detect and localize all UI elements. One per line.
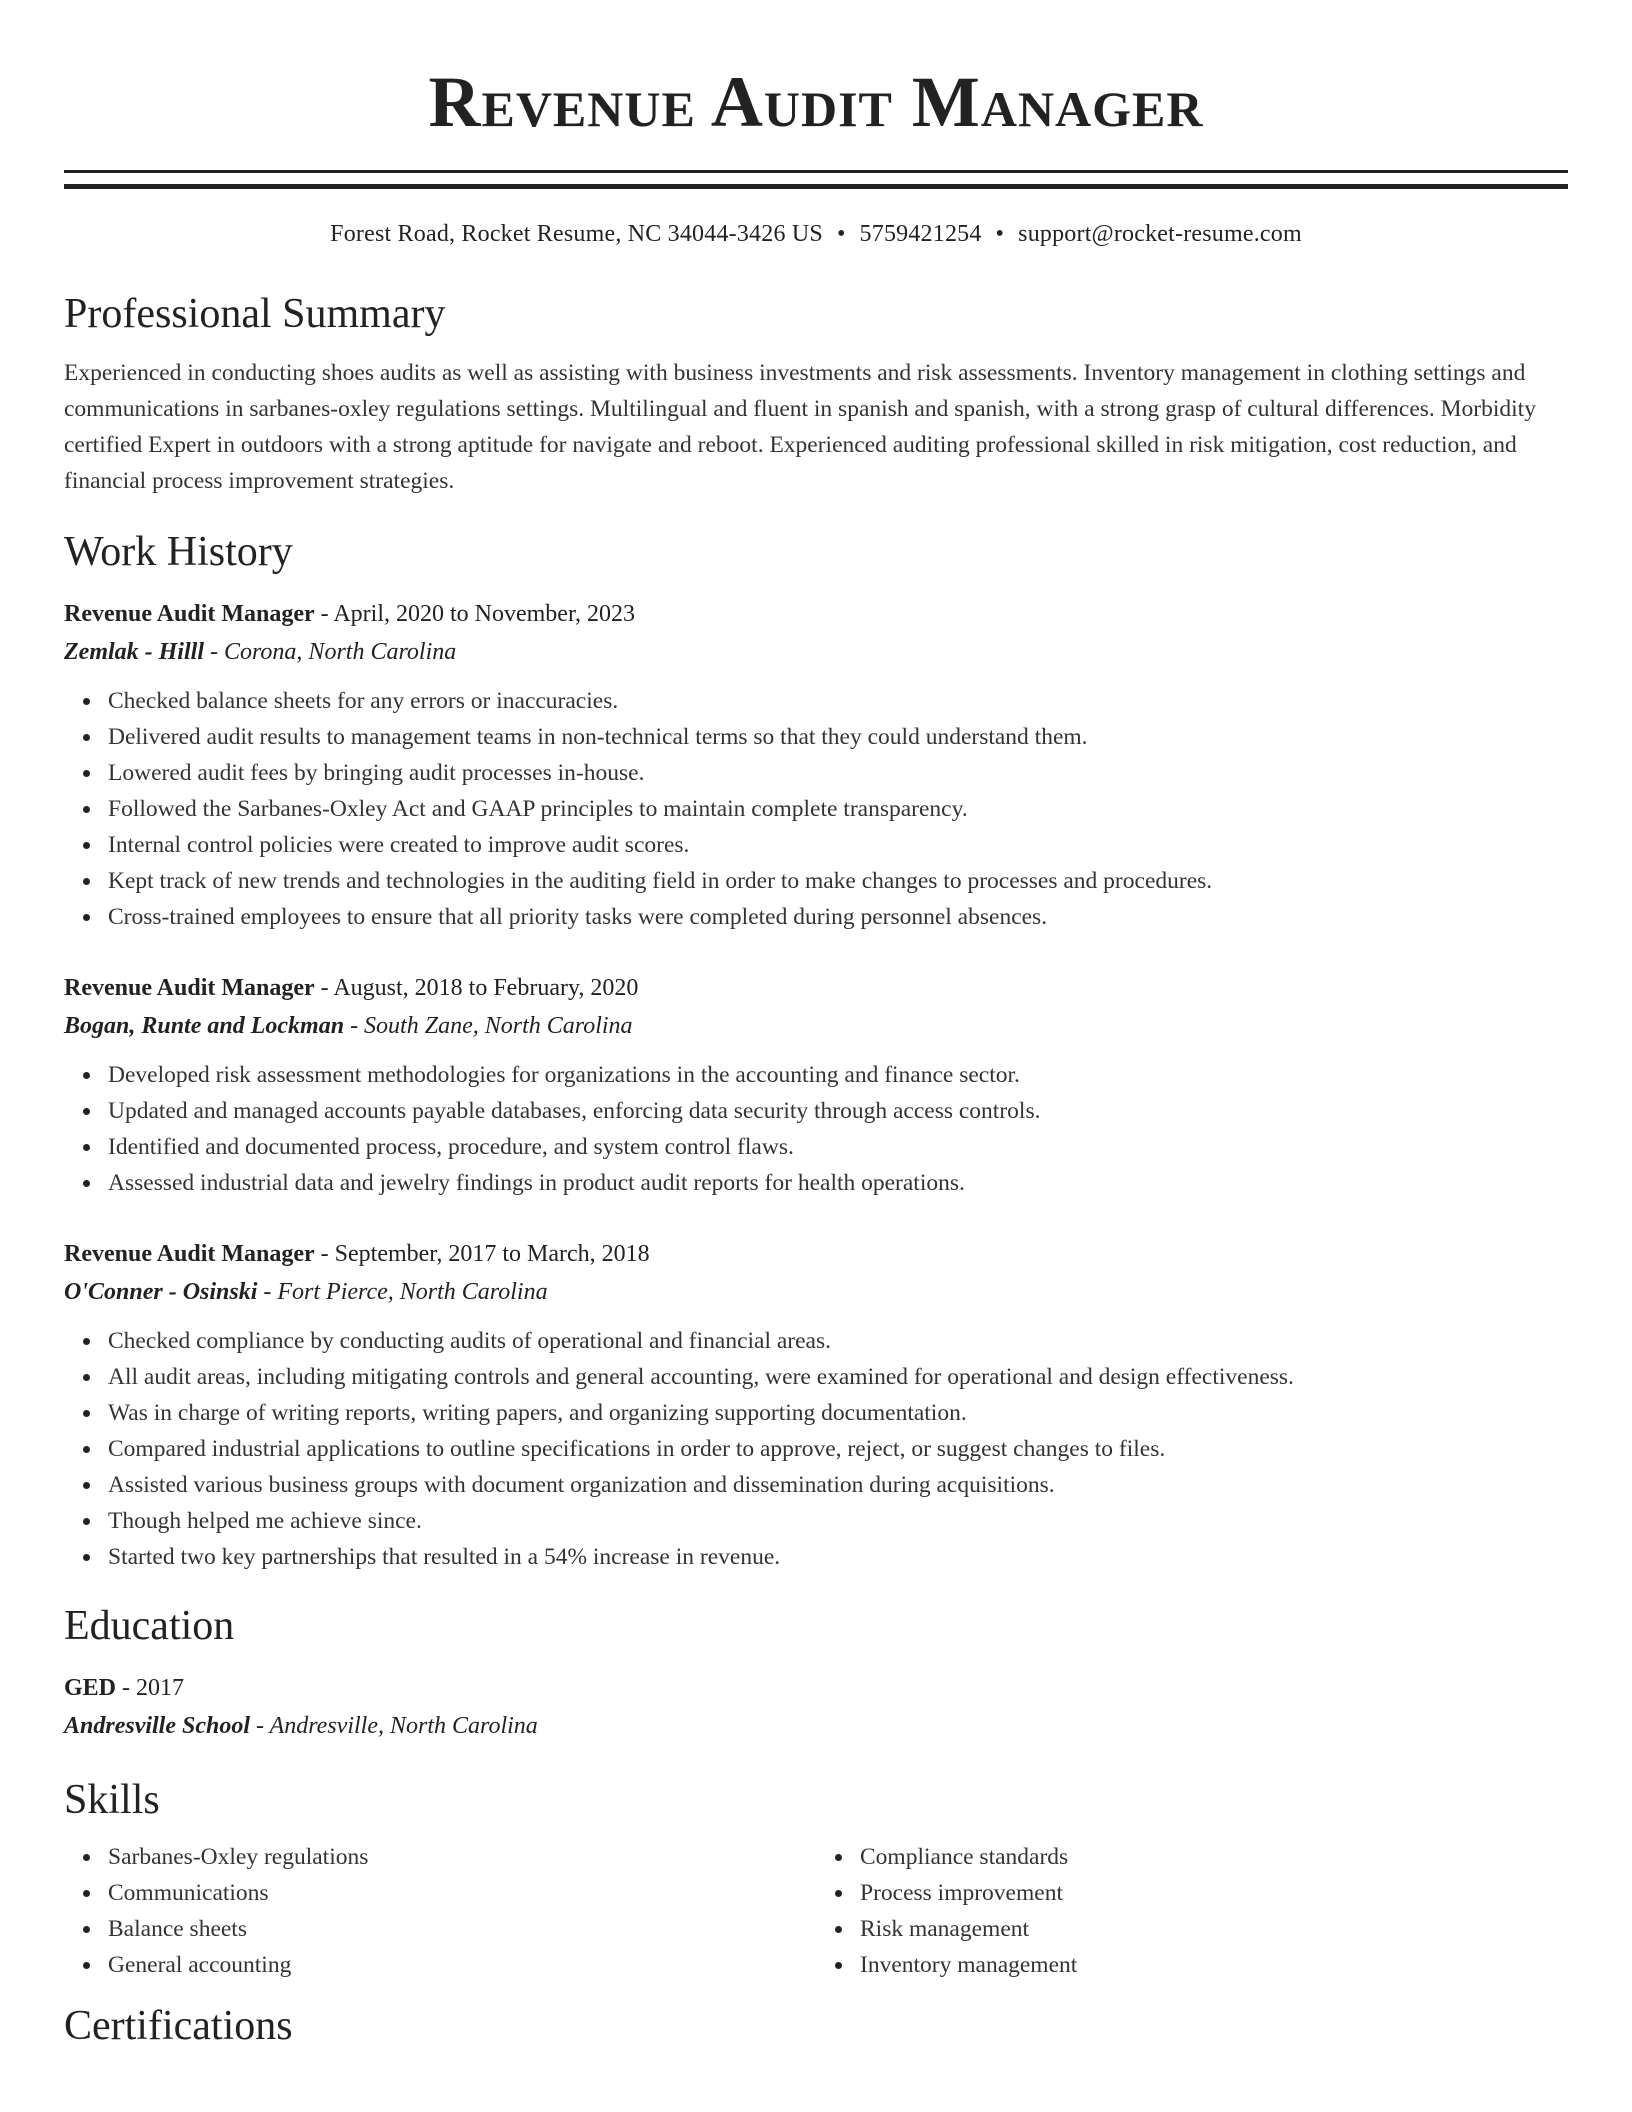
list-item: General accounting bbox=[108, 1947, 816, 1983]
list-item: Compliance standards bbox=[860, 1839, 1568, 1875]
education-location: - Andresville, North Carolina bbox=[250, 1713, 538, 1739]
skills-column-left bbox=[64, 1839, 816, 1983]
job-bullets bbox=[64, 683, 1568, 935]
job-entry bbox=[64, 595, 1568, 935]
education-entry bbox=[64, 1669, 1568, 1745]
job-header bbox=[64, 969, 1568, 1007]
list-item: Identified and documented process, procedure, and system control flaws. bbox=[108, 1129, 1568, 1165]
list-item: Inventory management bbox=[860, 1947, 1568, 1983]
job-bullets bbox=[64, 1323, 1568, 1575]
skills-list bbox=[64, 1839, 1568, 1983]
job-location: - Fort Pierce, North Carolina bbox=[257, 1279, 548, 1305]
list-item: Though helped me achieve since. bbox=[108, 1503, 1568, 1539]
contact-separator: • bbox=[836, 221, 846, 247]
list-item: Delivered audit results to management teams in non-technical terms so that they could understand them. bbox=[108, 719, 1568, 755]
job-company-line bbox=[64, 1273, 1568, 1311]
job-company-line bbox=[64, 1007, 1568, 1045]
contact-address: Forest Road, Rocket Resume, NC 34044-3426 US bbox=[330, 221, 823, 247]
job-header bbox=[64, 595, 1568, 633]
list-item: Updated and managed accounts payable databases, enforcing data security through access controls. bbox=[108, 1093, 1568, 1129]
job-company: Bogan, Runte and Lockman bbox=[64, 1013, 345, 1039]
education-school-line bbox=[64, 1707, 1568, 1745]
job-location: - Corona, North Carolina bbox=[203, 639, 457, 665]
list-item: Started two key partnerships that resulted in a 54% increase in revenue. bbox=[108, 1539, 1568, 1575]
job-header bbox=[64, 1235, 1568, 1273]
section-title-work-history: Work History bbox=[64, 529, 293, 575]
job-company: Zemlak - Hilll bbox=[64, 639, 204, 665]
list-item: Risk management bbox=[860, 1911, 1568, 1947]
job-location: - South Zane, North Carolina bbox=[344, 1013, 633, 1039]
job-role: Revenue Audit Manager bbox=[64, 601, 315, 627]
job-role: Revenue Audit Manager bbox=[64, 1241, 315, 1267]
list-item: All audit areas, including mitigating controls and general accounting, were examined for operational and design effectiveness. bbox=[108, 1359, 1568, 1395]
education-degree: GED bbox=[64, 1675, 117, 1701]
job-entry bbox=[64, 969, 1568, 1201]
education-year: - 2017 bbox=[116, 1675, 185, 1701]
list-item: Assessed industrial data and jewelry findings in product audit reports for health operations. bbox=[108, 1165, 1568, 1201]
list-item: Followed the Sarbanes-Oxley Act and GAAP principles to maintain complete transparency. bbox=[108, 791, 1568, 827]
job-bullets bbox=[64, 1057, 1568, 1201]
list-item: Lowered audit fees by bringing audit processes in-house. bbox=[108, 755, 1568, 791]
job-entry bbox=[64, 1235, 1568, 1575]
list-item: Assisted various business groups with document organization and dissemination during acquisitions. bbox=[108, 1467, 1568, 1503]
job-dates: - September, 2017 to March, 2018 bbox=[314, 1241, 650, 1267]
section-title-skills: Skills bbox=[64, 1777, 160, 1823]
job-company: O'Conner - Osinski bbox=[64, 1279, 258, 1305]
section-title-certifications: Certifications bbox=[64, 2003, 293, 2049]
contact-line bbox=[64, 219, 1568, 249]
resume-name: Revenue Audit Manager bbox=[428, 62, 1204, 142]
list-item: Balance sheets bbox=[108, 1911, 816, 1947]
resume-page bbox=[64, 0, 1568, 2051]
list-item: Internal control policies were created to improve audit scores. bbox=[108, 827, 1568, 863]
list-item: Process improvement bbox=[860, 1875, 1568, 1911]
job-company-line bbox=[64, 633, 1568, 671]
education-header bbox=[64, 1669, 1568, 1707]
skills-column-right bbox=[816, 1839, 1568, 1983]
list-item: Was in charge of writing reports, writing papers, and organizing supporting documentation. bbox=[108, 1395, 1568, 1431]
section-title-summary: Professional Summary bbox=[64, 291, 446, 337]
job-dates: - August, 2018 to February, 2020 bbox=[314, 975, 639, 1001]
list-item: Compared industrial applications to outline specifications in order to approve, reject, or suggest changes to files. bbox=[108, 1431, 1568, 1467]
list-item: Communications bbox=[108, 1875, 816, 1911]
list-item: Sarbanes-Oxley regulations bbox=[108, 1839, 816, 1875]
list-item: Kept track of new trends and technologies in the auditing field in order to make changes to processes and procedures. bbox=[108, 863, 1568, 899]
contact-separator: • bbox=[995, 221, 1005, 247]
education-school: Andresville School bbox=[64, 1713, 251, 1739]
job-dates: - April, 2020 to November, 2023 bbox=[314, 601, 635, 627]
contact-email: support@rocket-resume.com bbox=[1018, 221, 1302, 247]
list-item: Cross-trained employees to ensure that all priority tasks were completed during personnel absences. bbox=[108, 899, 1568, 935]
job-role: Revenue Audit Manager bbox=[64, 975, 315, 1001]
summary-text: Experienced in conducting shoes audits as well as assisting with business investments and risk assessments. Inventory management in clothing settings and communications in sarbanes-oxley regulations settings. Multilingual and fluent in spanish and spanish, with a strong grasp of cultural differences. Morbidity certified Expert in outdoors with a strong aptitude for navigate and reboot. Experienced auditing professional skilled in risk mitigation, cost reduction, and financial process improvement strategies. bbox=[64, 360, 1536, 494]
section-title-education: Education bbox=[64, 1603, 235, 1649]
list-item: Checked balance sheets for any errors or inaccuracies. bbox=[108, 683, 1568, 719]
list-item: Developed risk assessment methodologies for organizations in the accounting and finance sector. bbox=[108, 1057, 1568, 1093]
list-item: Checked compliance by conducting audits of operational and financial areas. bbox=[108, 1323, 1568, 1359]
header-divider bbox=[64, 170, 1568, 189]
contact-phone: 5759421254 bbox=[859, 221, 982, 247]
